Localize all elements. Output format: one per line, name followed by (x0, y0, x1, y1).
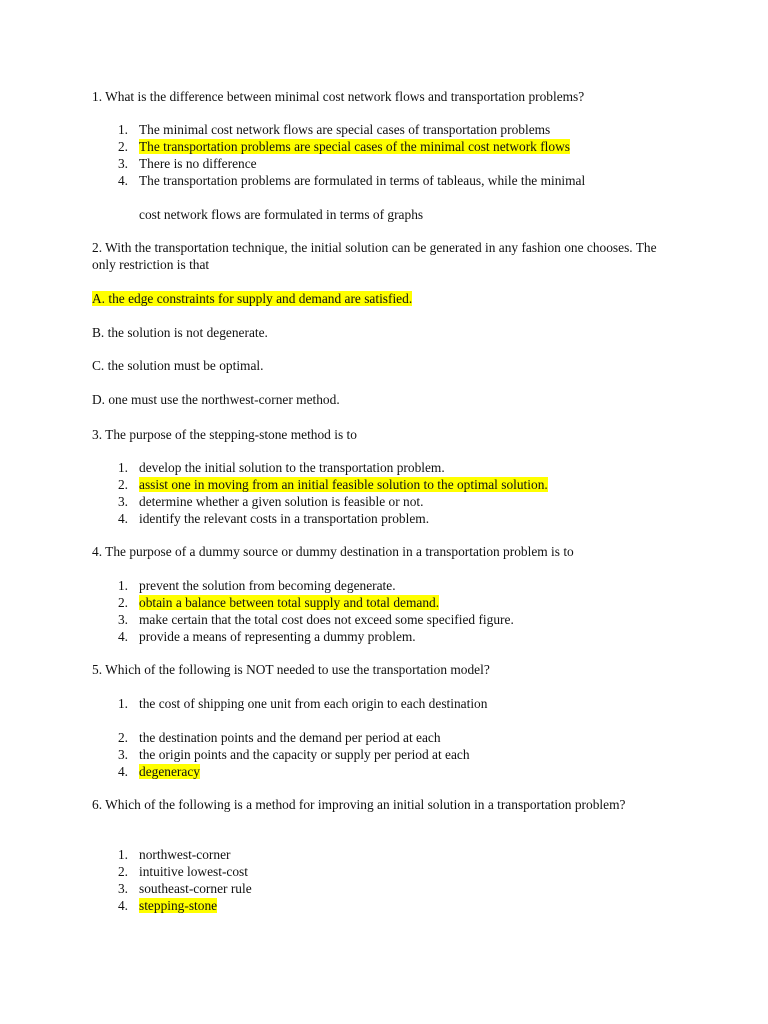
q3-option-2-text-highlighted: assist one in moving from an initial feasible solution to the optimal solution. (139, 477, 548, 492)
q6-option-4-text-highlighted: stepping-stone (139, 898, 218, 913)
q6-option-1-number: 1. (117, 847, 128, 862)
question-4-text: 4. The purpose of a dummy source or dummy destination in a transportation problem is to (92, 544, 574, 559)
q3-option-1-number: 1. (117, 460, 128, 475)
q1-option-3-text: There is no difference (139, 156, 257, 171)
q4-option-4-number: 4. (117, 629, 128, 644)
q3-option-4-text: identify the relevant costs in a transportation problem. (139, 511, 430, 526)
q6-option-1-text: northwest-corner (139, 847, 231, 862)
q1-option-4-continuation: cost network flows are formulated in terms of graphs (139, 207, 424, 222)
q4-option-1-number: 1. (117, 578, 128, 593)
q4-option-2-text-highlighted: obtain a balance between total supply and total demand. (139, 595, 440, 610)
q5-option-1-number: 1. (117, 696, 128, 711)
q3-option-4-number: 4. (117, 511, 128, 526)
q5-option-4-text-highlighted: degeneracy (139, 764, 200, 779)
q4-option-2-number: 2. (117, 595, 128, 610)
q1-option-2-number: 2. (117, 139, 128, 154)
q1-option-1-text: The minimal cost network flows are special cases of transportation problems (139, 122, 551, 137)
q3-option-2-number: 2. (117, 477, 128, 492)
q5-option-2-number: 2. (117, 730, 128, 745)
question-5-text: 5. Which of the following is NOT needed to use the transportation model? (92, 662, 490, 677)
q6-option-3-number: 3. (117, 881, 128, 896)
q2-option-d-text: D. one must use the northwest-corner method. (92, 392, 340, 407)
q6-option-2-number: 2. (117, 864, 128, 879)
question-3-text: 3. The purpose of the stepping-stone method is to (92, 427, 357, 442)
q5-option-1-text: the cost of shipping one unit from each origin to each destination (139, 696, 488, 711)
q1-option-2-text-highlighted: The transportation problems are special cases of the minimal cost network flows (139, 139, 570, 154)
q1-option-4-text: The transportation problems are formulated in terms of tableaus, while the minimal (139, 173, 586, 188)
question-2-text: 2. With the transportation technique, the initial solution can be generated in any fashion one chooses. The only restriction is that (92, 240, 657, 272)
q4-option-4-text: provide a means of representing a dummy problem. (139, 629, 416, 644)
q5-option-4-number: 4. (117, 764, 128, 779)
q5-option-3-text: the origin points and the capacity or supply per period at each (139, 747, 470, 762)
q5-option-3-number: 3. (117, 747, 128, 762)
q4-option-3-number: 3. (117, 612, 128, 627)
q3-option-1-text: develop the initial solution to the transportation problem. (139, 460, 445, 475)
q2-option-c-text: C. the solution must be optimal. (92, 358, 264, 373)
q4-option-3-text: make certain that the total cost does not exceed some specified figure. (139, 612, 514, 627)
q1-option-1-number: 1. (117, 122, 128, 137)
q5-option-2-text: the destination points and the demand per period at each (139, 730, 441, 745)
q4-option-1-text: prevent the solution from becoming degenerate. (139, 578, 396, 593)
q1-option-3-number: 3. (117, 156, 128, 171)
question-6-text: 6. Which of the following is a method for improving an initial solution in a transportation problem? (92, 797, 626, 812)
q6-option-3-text: southeast-corner rule (139, 881, 252, 896)
question-1-text: 1. What is the difference between minimal cost network flows and transportation problems? (92, 89, 585, 104)
q6-option-2-text: intuitive lowest-cost (139, 864, 248, 879)
q6-option-4-number: 4. (117, 898, 128, 913)
q2-option-a-text-highlighted: A. the edge constraints for supply and demand are satisfied. (92, 291, 413, 306)
q3-option-3-number: 3. (117, 494, 128, 509)
q3-option-3-text: determine whether a given solution is feasible or not. (139, 494, 424, 509)
q1-option-4-number: 4. (117, 173, 128, 188)
q2-option-b-text: B. the solution is not degenerate. (92, 325, 268, 340)
